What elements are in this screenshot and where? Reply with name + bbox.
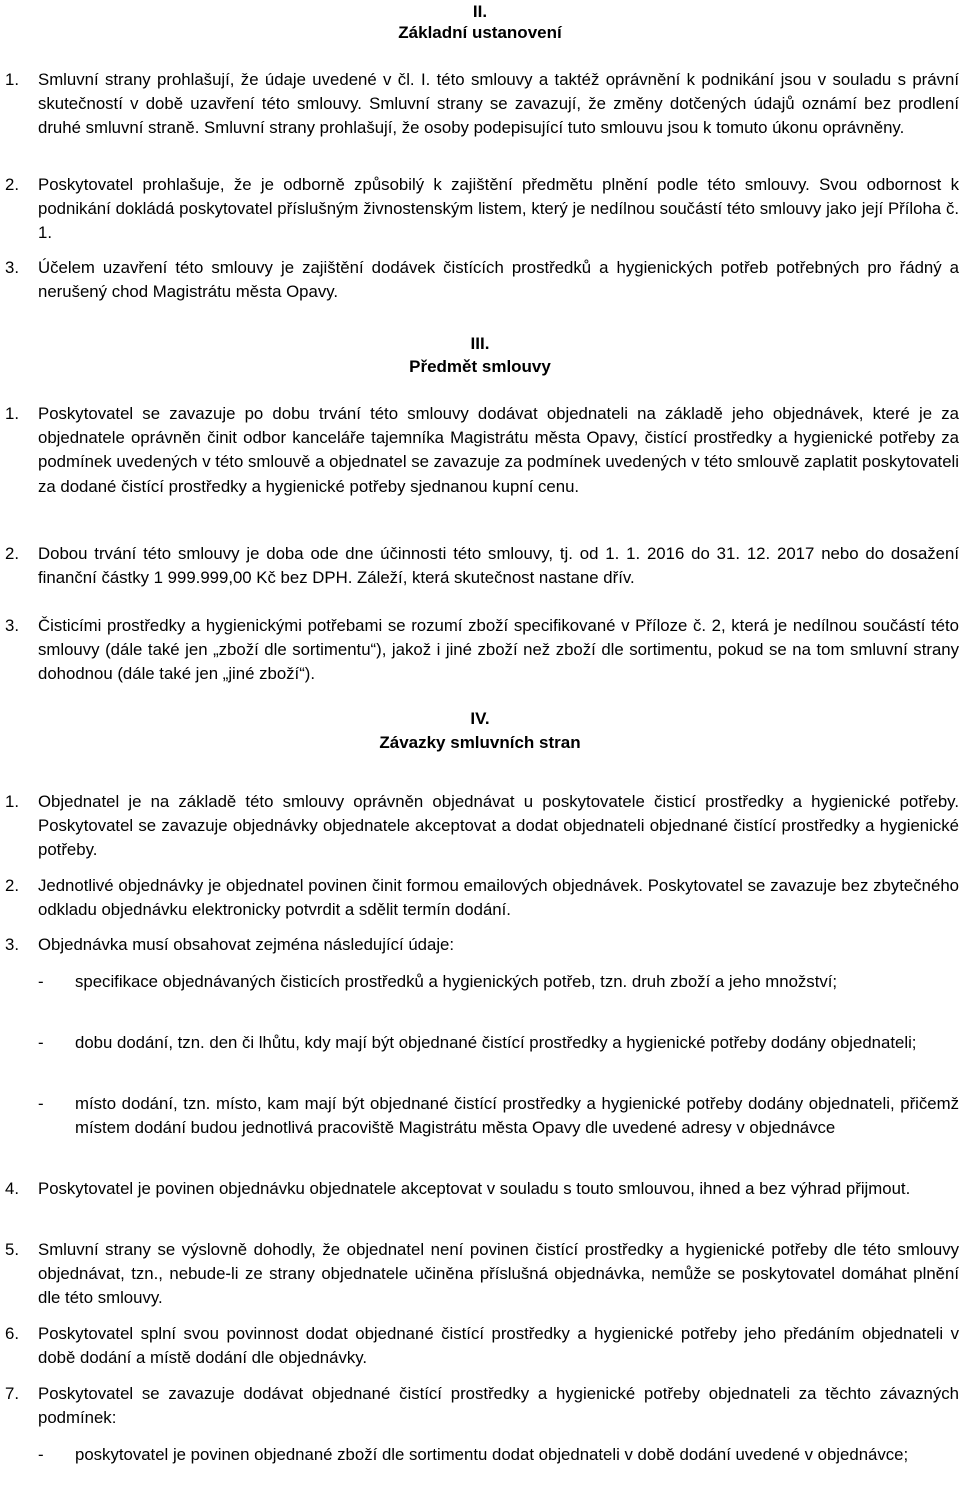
bullet-dash: - [38, 1094, 44, 1113]
clause-text: Poskytovatel se zavazuje po dobu trvání této smlouvy dodávat objednateli na základě jeho objednávek, které je za objednatele oprávněn činit odbor kanceláře tajemníka Magistrátu města Opavy, čistící prostředky a hygienické potřeby za podmínek uvedených v této smlouvě a objednatel se zavazuje za podmínek uvedených v této smlouvě zaplatit poskytovateli za dodané čistící prostředky a hygienické potřeby sjednanou kupní cenu. [38, 404, 959, 496]
bullet-text: dobu dodání, tzn. den či lhůtu, kdy mají být objednané čistící prostředky a hygienické potřeby dodány objednateli; [75, 1033, 917, 1052]
bullet-text: poskytovatel je povinen objednané zboží dle sortimentu dodat objednateli v době dodání uvedené v objednávce; [75, 1445, 909, 1464]
section-4-title: Závazky smluvních stran [379, 733, 581, 752]
section-3-number: III. [470, 334, 490, 353]
clause-text: Poskytovatel je povinen objednávku objednatele akceptovat v souladu s touto smlouvou, ihned a bez výhrad přijmout. [38, 1179, 911, 1198]
bullet-dash: - [38, 1445, 44, 1464]
clause-text: Poskytovatel splní svou povinnost dodat objednané čistící prostředky a hygienické potřeby jeho předáním objednateli v době dodání a místě dodání dle objednávky. [38, 1324, 959, 1368]
section-4-number: IV. [470, 709, 490, 728]
clause-text: Poskytovatel prohlašuje, že je odborně způsobilý k zajištění předmětu plnění podle této smlouvy. Svou odbornost k podnikání dokládá poskytovatel příslušným živnostenským listem, který je nedílnou součástí této smlouvy jako její Příloha č. 1. [38, 175, 959, 243]
clause-text: Poskytovatel se zavazuje dodávat objednané čistící prostředky a hygienické potřeby objednateli za těchto závazných podmínek: [38, 1384, 959, 1428]
clause-number: 1. [5, 70, 19, 89]
clause-number: 3. [5, 258, 19, 277]
clause-text: Jednotlivé objednávky je objednatel povinen činit formou emailových objednávek. Poskytovatel se zavazuje bez zbytečného odkladu objednávku elektronicky potvrdit a sdělit termín dodání. [38, 876, 959, 920]
clause-text: Čisticími prostředky a hygienickými potřebami se rozumí zboží specifikované v Příloze č. 2, která je nedílnou součástí této smlouvy (dále také jen „zboží dle sortimentu“), jakož i jiné zboží než zboží dle sortimentu, pokud se na tom smluvní strany dohodnou (dále také jen „jiné zboží“). [38, 616, 959, 684]
clause-number: 2. [5, 544, 19, 563]
clause-number: 2. [5, 175, 19, 194]
section-2-number: II. [472, 2, 488, 21]
clause-text: Objednávka musí obsahovat zejména následující údaje: [38, 935, 455, 954]
bullet-dash: - [38, 1033, 44, 1052]
clause-number: 2. [5, 876, 19, 895]
clause-number: 5. [5, 1240, 19, 1259]
clause-text: Smluvní strany prohlašují, že údaje uvedené v čl. I. této smlouvy a taktéž oprávnění k podnikání jsou v souladu s právní skutečností v době uzavření této smlouvy. Smluvní strany se zavazují, že změny dotčených údajů oznámí bez prodlení druhé smluvní straně. Smluvní strany prohlašují, že osoby podepisující tuto smlouvu jsou k tomuto úkonu oprávněny. [38, 70, 959, 138]
clause-number: 7. [5, 1384, 19, 1403]
bullet-text: místo dodání, tzn. místo, kam mají být objednané čistící prostředky a hygienické potřeby dodány objednateli, přičemž místem dodání budou jednotlivá pracoviště Magistrátu města Opavy dle uvedené adresy v objednávce [75, 1094, 959, 1138]
clause-text: Dobou trvání této smlouvy je doba ode dne účinnosti této smlouvy, tj. od 1. 1. 2016 do 31. 12. 2017 nebo do dosažení finanční částky 1 999.999,00 Kč bez DPH. Záleží, která skutečnost nastane dřív. [38, 544, 959, 588]
clause-number: 1. [5, 792, 19, 811]
clause-number: 3. [5, 616, 19, 635]
bullet-text: specifikace objednávaných čisticích prostředků a hygienických potřeb, tzn. druh zboží a jeho množství; [75, 972, 838, 991]
clause-text: Smluvní strany se výslovně dohodly, že objednatel není povinen čistící prostředky a hygienické potřeby dle této smlouvy objednávat, tzn., nebude-li ze strany objednatele učiněna příslušná objednávka, nemůže se poskytovatel domáhat plnění dle této smlouvy. [38, 1240, 959, 1308]
section-2-title: Základní ustanovení [398, 23, 562, 42]
clause-text: Objednatel je na základě této smlouvy oprávněn objednávat u poskytovatele čisticí prostředky a hygienické potřeby. Poskytovatel se zavazuje objednávky objednatele akceptovat a dodat objednateli objednané čistící prostředky a hygienické potřeby. [38, 792, 959, 860]
clause-number: 4. [5, 1179, 19, 1198]
clause-number: 3. [5, 935, 19, 954]
clause-text: Účelem uzavření této smlouvy je zajištění dodávek čistících prostředků a hygienických potřeb potřebných pro řádný a nerušený chod Magistrátu města Opavy. [38, 258, 959, 302]
section-3-title: Předmět smlouvy [409, 357, 551, 376]
clause-number: 1. [5, 404, 19, 423]
clause-number: 6. [5, 1324, 19, 1343]
bullet-dash: - [38, 972, 44, 991]
